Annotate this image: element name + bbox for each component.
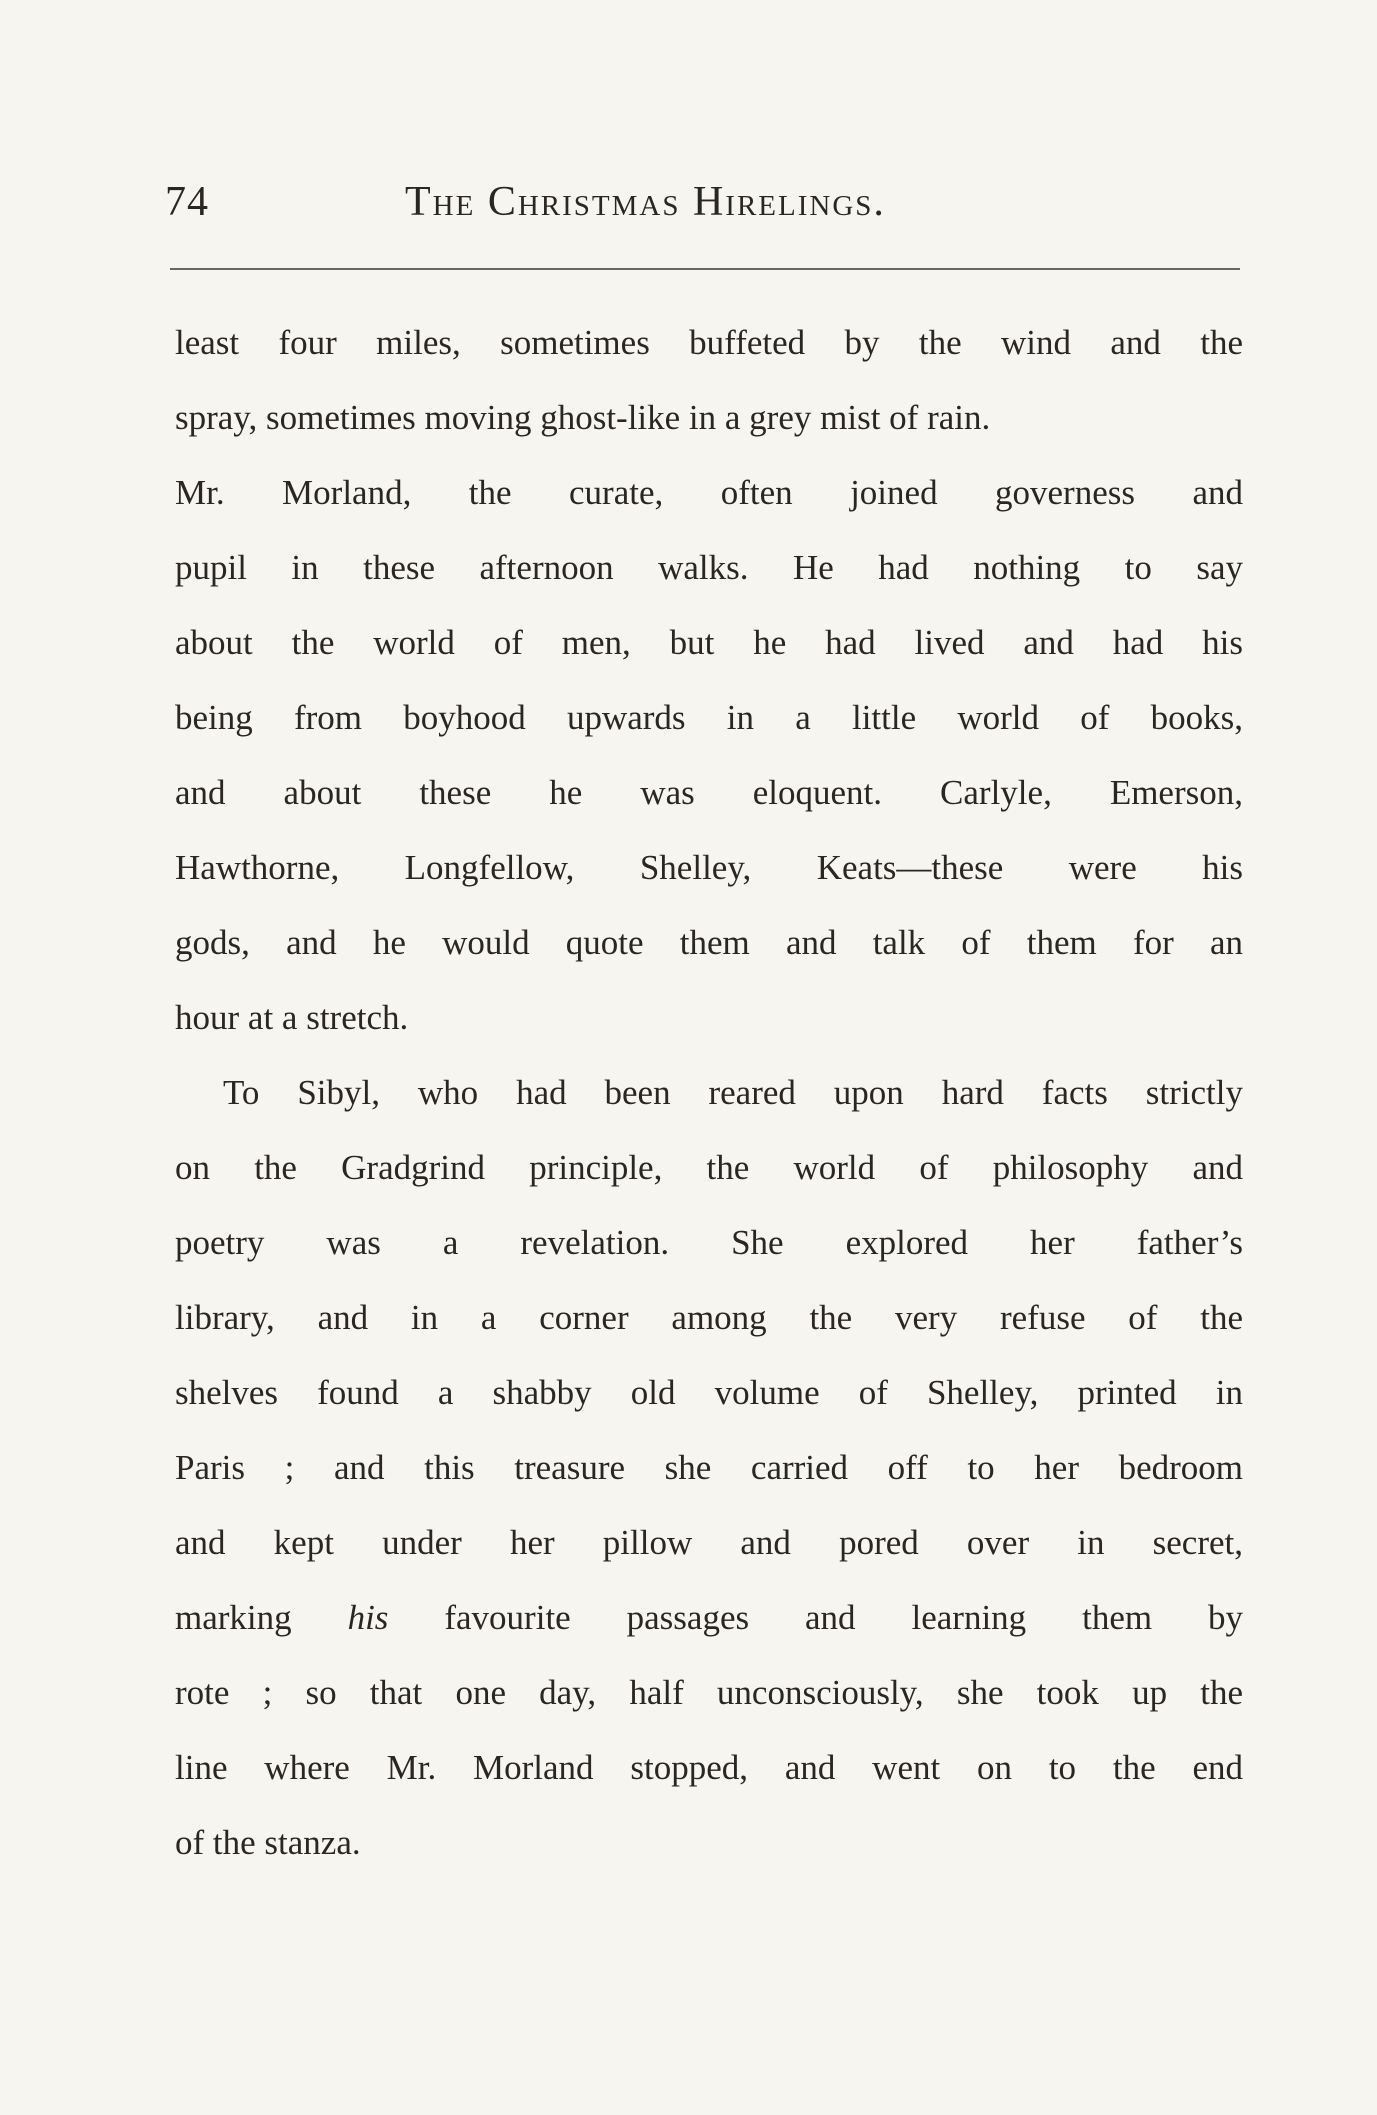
- italic-word: his: [347, 1598, 389, 1637]
- text-line: about the world of men, but he had lived and had his: [175, 623, 1243, 662]
- text-line: line where Mr. Morland stopped, and went on to the end: [175, 1748, 1243, 1787]
- text-line: spray, sometimes moving ghost-like in a grey mist of rain.: [175, 398, 991, 437]
- text-line: least four miles, sometimes buffeted by the wind and the: [175, 323, 1243, 362]
- text-line: Mr. Morland, the curate, often joined governess and: [175, 473, 1243, 512]
- text-line: pupil in these afternoon walks. He had nothing to say: [175, 548, 1243, 587]
- text-line: of the stanza.: [175, 1823, 361, 1862]
- body-text: [175, 305, 1243, 1880]
- running-title: The Christmas Hirelings.: [405, 179, 886, 225]
- text-line: and about these he was eloquent. Carlyle, Emerson,: [175, 773, 1243, 812]
- text-line: shelves found a shabby old volume of Shelley, printed in: [175, 1373, 1243, 1412]
- text-line: poetry was a revelation. She explored her father’s: [175, 1223, 1243, 1262]
- line-end: favourite passages and learning them by: [388, 1598, 1244, 1637]
- page-header: [165, 178, 1245, 238]
- header-rule: [170, 268, 1240, 270]
- text-line: being from boyhood upwards in a little world of books,: [175, 698, 1243, 737]
- text-line: Hawthorne, Longfellow, Shelley, Keats—these were his: [175, 848, 1243, 887]
- text-line: To Sibyl, who had been reared upon hard facts strictly: [223, 1073, 1243, 1112]
- text-line: on the Gradgrind principle, the world of philosophy and: [175, 1148, 1243, 1187]
- text-line: Paris ; and this treasure she carried off to her bedroom: [175, 1448, 1243, 1487]
- text-line: library, and in a corner among the very refuse of the: [175, 1298, 1243, 1337]
- text-line: and kept under her pillow and pored over in secret,: [175, 1523, 1243, 1562]
- text-line: [175, 1580, 1243, 1655]
- line-start: marking: [175, 1598, 348, 1637]
- text-line: hour at a stretch.: [175, 998, 409, 1037]
- text-line: rote ; so that one day, half unconsciously, she took up the: [175, 1673, 1243, 1712]
- text-line: gods, and he would quote them and talk of them for an: [175, 923, 1243, 962]
- page-number: 74: [165, 179, 209, 225]
